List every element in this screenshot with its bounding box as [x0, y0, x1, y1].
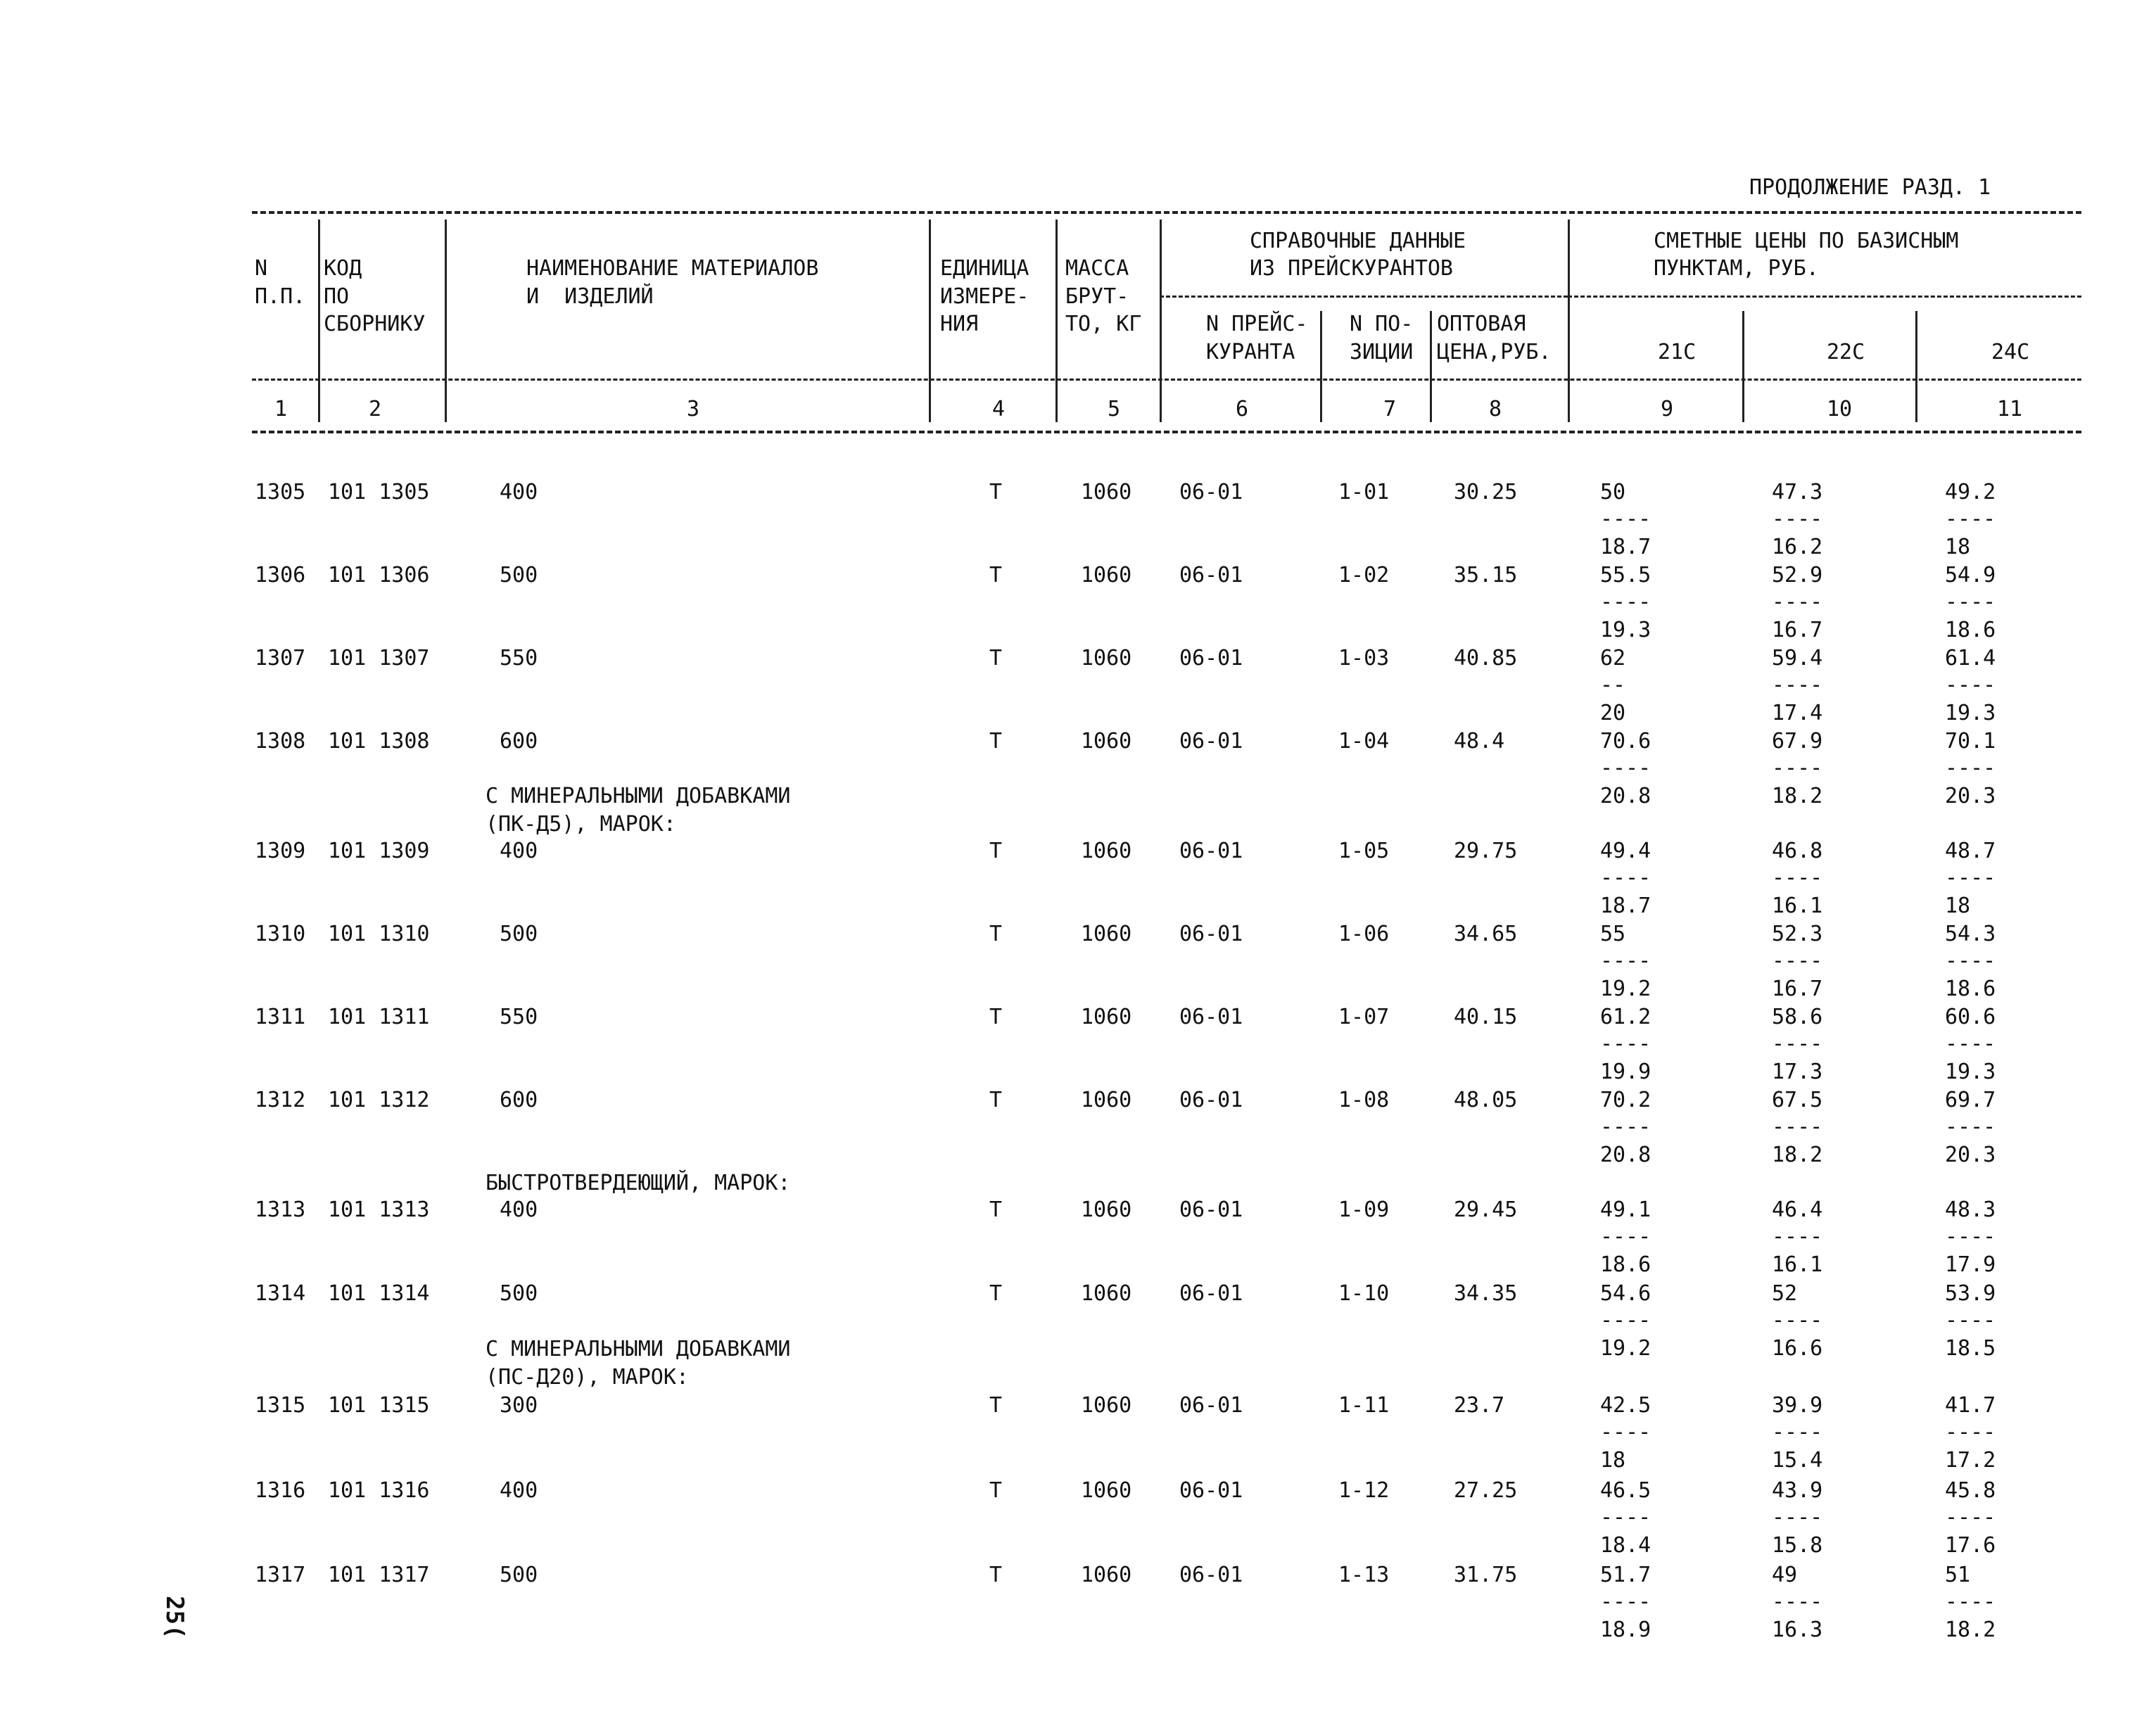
row-dash-22c: ---- — [1772, 507, 1823, 531]
column-number-3: 3 — [687, 397, 700, 421]
row-name: 400 — [500, 1478, 538, 1503]
row-unit: Т — [989, 729, 1003, 754]
header-mass-2: БРУТ- — [1065, 284, 1129, 309]
row-number: 1306 — [255, 563, 306, 587]
row-unit: Т — [989, 646, 1003, 671]
header-subseparator — [1742, 311, 1744, 422]
row-number: 1313 — [255, 1197, 306, 1222]
row-position: 1-12 — [1338, 1478, 1390, 1503]
row-code: 101 1314 — [328, 1281, 430, 1306]
row-wholesale-price: 48.4 — [1454, 729, 1505, 754]
row-dash-21c: ---- — [1600, 1420, 1651, 1444]
row-position: 1-02 — [1338, 563, 1390, 587]
row-pricelist: 06-01 — [1179, 1563, 1243, 1587]
row-wholesale-price: 34.65 — [1454, 922, 1518, 946]
header-code-3: СБОРНИКУ — [324, 312, 426, 336]
row-code: 101 1317 — [328, 1563, 430, 1587]
row-position: 1-04 — [1338, 729, 1390, 754]
header-npp-2: П.П. — [255, 284, 306, 309]
row-lower-22c: 16.2 — [1772, 535, 1823, 559]
row-unit: Т — [989, 563, 1003, 587]
column-number-4: 4 — [992, 397, 1006, 421]
row-lower-21c: 18.9 — [1600, 1618, 1651, 1642]
row-name: 600 — [500, 729, 538, 754]
row-code: 101 1316 — [328, 1478, 430, 1503]
row-lower-21c: 18.7 — [1600, 535, 1651, 559]
group-label: С МИНЕРАЛЬНЫМИ ДОБАВКАМИ — [486, 1337, 791, 1361]
row-pricelist: 06-01 — [1179, 1393, 1243, 1418]
row-price-22c: 52.9 — [1772, 563, 1823, 587]
row-price-21c: 54.6 — [1600, 1281, 1651, 1306]
row-code: 101 1310 — [328, 922, 430, 946]
row-mass: 1060 — [1081, 1563, 1132, 1587]
row-code: 101 1315 — [328, 1393, 430, 1418]
row-position: 1-01 — [1338, 480, 1390, 504]
row-pricelist: 06-01 — [1179, 839, 1243, 863]
row-code: 101 1311 — [328, 1005, 430, 1029]
row-lower-24c: 17.9 — [1945, 1252, 1996, 1277]
row-price-24c: 49.2 — [1945, 480, 1996, 504]
row-mass: 1060 — [1081, 1478, 1132, 1503]
row-lower-22c: 17.3 — [1772, 1060, 1823, 1084]
row-position: 1-05 — [1338, 839, 1390, 863]
header-subseparator — [1915, 311, 1917, 422]
row-price-24c: 48.7 — [1945, 839, 1996, 863]
column-number-7: 7 — [1383, 397, 1397, 421]
header-split-rule-ref — [1160, 296, 1568, 298]
row-dash-24c: ---- — [1945, 1308, 1996, 1333]
row-mass: 1060 — [1081, 1393, 1132, 1418]
row-unit: Т — [989, 480, 1003, 504]
row-position: 1-09 — [1338, 1197, 1390, 1222]
row-unit: Т — [989, 1281, 1003, 1306]
continuation-label: ПРОДОЛЖЕНИЕ РАЗД. 1 — [1749, 175, 1991, 200]
row-dash-21c: ---- — [1600, 948, 1651, 973]
row-price-22c: 67.9 — [1772, 729, 1823, 754]
row-wholesale-price: 40.85 — [1454, 646, 1518, 671]
row-lower-22c: 18.2 — [1772, 784, 1823, 808]
row-price-21c: 55.5 — [1600, 563, 1651, 587]
row-number: 1309 — [255, 839, 306, 863]
row-lower-22c: 17.4 — [1772, 701, 1823, 725]
row-lower-24c: 17.6 — [1945, 1533, 1996, 1558]
row-number: 1312 — [255, 1088, 306, 1112]
row-number: 1305 — [255, 480, 306, 504]
row-unit: Т — [989, 1005, 1003, 1029]
row-dash-21c: ---- — [1600, 1031, 1651, 1056]
row-price-21c: 55 — [1600, 922, 1626, 946]
row-lower-21c: 18.4 — [1600, 1533, 1651, 1558]
row-price-24c: 60.6 — [1945, 1005, 1996, 1029]
header-pk-1: N ПРЕЙС- — [1206, 312, 1308, 336]
row-wholesale-price: 40.15 — [1454, 1005, 1518, 1029]
row-name: 550 — [500, 1005, 538, 1029]
row-pricelist: 06-01 — [1179, 729, 1243, 754]
row-lower-21c: 19.3 — [1600, 618, 1651, 642]
row-price-24c: 41.7 — [1945, 1393, 1996, 1418]
row-dash-24c: ---- — [1945, 1031, 1996, 1056]
row-pricelist: 06-01 — [1179, 1281, 1243, 1306]
row-dash-24c: ---- — [1945, 948, 1996, 973]
header-pos-1: N ПО- — [1350, 312, 1414, 336]
row-lower-21c: 20 — [1600, 701, 1626, 725]
row-number: 1308 — [255, 729, 306, 754]
row-wholesale-price: 34.35 — [1454, 1281, 1518, 1306]
header-top-rule — [252, 211, 2081, 214]
row-price-24c: 48.3 — [1945, 1197, 1996, 1222]
row-name: 500 — [500, 1281, 538, 1306]
header-separator — [1055, 220, 1058, 422]
header-price-1: ОПТОВАЯ — [1437, 312, 1526, 336]
row-mass: 1060 — [1081, 563, 1132, 587]
row-dash-21c: ---- — [1600, 1114, 1651, 1139]
row-lower-24c: 18.6 — [1945, 618, 1996, 642]
row-position: 1-11 — [1338, 1393, 1390, 1418]
row-dash-21c: ---- — [1600, 1589, 1651, 1614]
row-mass: 1060 — [1081, 480, 1132, 504]
row-dash-22c: ---- — [1772, 1114, 1823, 1139]
row-name: 500 — [500, 563, 538, 587]
row-wholesale-price: 29.75 — [1454, 839, 1518, 863]
row-lower-21c: 18.7 — [1600, 894, 1651, 918]
row-price-21c: 70.2 — [1600, 1088, 1651, 1112]
row-mass: 1060 — [1081, 646, 1132, 671]
header-p21: 21С — [1658, 340, 1697, 364]
row-lower-22c: 16.6 — [1772, 1336, 1823, 1361]
row-position: 1-03 — [1338, 646, 1390, 671]
row-price-22c: 46.8 — [1772, 839, 1823, 863]
row-price-22c: 46.4 — [1772, 1197, 1823, 1222]
header-prices-group-1: СМЕТНЫЕ ЦЕНЫ ПО БАЗИСНЫМ — [1654, 229, 1959, 253]
row-lower-24c: 18.5 — [1945, 1336, 1996, 1361]
column-number-1: 1 — [274, 397, 288, 421]
row-pricelist: 06-01 — [1179, 1197, 1243, 1222]
row-mass: 1060 — [1081, 1005, 1132, 1029]
row-pricelist: 06-01 — [1179, 1088, 1243, 1112]
row-unit: Т — [989, 1478, 1003, 1503]
row-price-22c: 43.9 — [1772, 1478, 1823, 1503]
header-pos-2: ЗИЦИИ — [1350, 340, 1414, 364]
row-dash-21c: ---- — [1600, 756, 1651, 780]
row-lower-24c: 19.3 — [1945, 701, 1996, 725]
row-lower-24c: 19.3 — [1945, 1060, 1996, 1084]
column-number-8: 8 — [1489, 397, 1502, 421]
header-subseparator — [1320, 311, 1322, 422]
row-dash-22c: ---- — [1772, 1420, 1823, 1444]
row-number: 1316 — [255, 1478, 306, 1503]
row-dash-24c: ---- — [1945, 1505, 1996, 1530]
row-unit: Т — [989, 839, 1003, 863]
row-wholesale-price: 35.15 — [1454, 563, 1518, 587]
column-number-6: 6 — [1236, 397, 1249, 421]
row-dash-22c: ---- — [1772, 1589, 1823, 1614]
column-number-2: 2 — [369, 397, 382, 421]
row-lower-22c: 15.8 — [1772, 1533, 1823, 1558]
row-mass: 1060 — [1081, 1281, 1132, 1306]
row-price-21c: 46.5 — [1600, 1478, 1651, 1503]
row-pricelist: 06-01 — [1179, 480, 1243, 504]
header-unit-1: ЕДИНИЦА — [940, 256, 1029, 281]
row-position: 1-06 — [1338, 922, 1390, 946]
header-mass-3: ТО, КГ — [1065, 312, 1142, 336]
row-dash-22c: ---- — [1772, 1031, 1823, 1056]
row-code: 101 1308 — [328, 729, 430, 754]
header-pk-2: КУРАНТА — [1206, 340, 1295, 364]
group-label: (ПС-Д20), МАРОК: — [486, 1365, 689, 1390]
row-wholesale-price: 31.75 — [1454, 1563, 1518, 1587]
row-price-24c: 70.1 — [1945, 729, 1996, 754]
row-code: 101 1309 — [328, 839, 430, 863]
row-dash-22c: ---- — [1772, 590, 1823, 614]
row-price-21c: 42.5 — [1600, 1393, 1651, 1418]
row-position: 1-07 — [1338, 1005, 1390, 1029]
row-code: 101 1312 — [328, 1088, 430, 1112]
row-wholesale-price: 23.7 — [1454, 1393, 1505, 1418]
header-separator — [1568, 220, 1570, 422]
row-price-22c: 52.3 — [1772, 922, 1823, 946]
row-price-21c: 62 — [1600, 646, 1626, 671]
row-price-21c: 50 — [1600, 480, 1626, 504]
row-name: 400 — [500, 480, 538, 504]
row-dash-21c: ---- — [1600, 1505, 1651, 1530]
row-position: 1-10 — [1338, 1281, 1390, 1306]
row-dash-21c: -- — [1600, 673, 1626, 697]
row-price-21c: 61.2 — [1600, 1005, 1651, 1029]
row-mass: 1060 — [1081, 729, 1132, 754]
row-lower-22c: 16.7 — [1772, 977, 1823, 1001]
header-separator — [318, 220, 320, 422]
row-price-22c: 59.4 — [1772, 646, 1823, 671]
row-code: 101 1306 — [328, 563, 430, 587]
row-price-21c: 70.6 — [1600, 729, 1651, 754]
row-pricelist: 06-01 — [1179, 922, 1243, 946]
row-pricelist: 06-01 — [1179, 1478, 1243, 1503]
row-lower-24c: 18 — [1945, 894, 1971, 918]
row-number: 1315 — [255, 1393, 306, 1418]
row-position: 1-08 — [1338, 1088, 1390, 1112]
row-price-24c: 53.9 — [1945, 1281, 1996, 1306]
column-number-10: 10 — [1827, 397, 1853, 421]
row-lower-24c: 18.2 — [1945, 1618, 1996, 1642]
row-price-22c: 47.3 — [1772, 480, 1823, 504]
row-dash-22c: ---- — [1772, 1308, 1823, 1333]
header-name-1: НАИМЕНОВАНИЕ МАТЕРИАЛОВ — [526, 256, 819, 281]
header-separator — [1160, 220, 1162, 422]
row-lower-24c: 17.2 — [1945, 1448, 1996, 1473]
header-name-2: И ИЗДЕЛИЙ — [526, 284, 654, 309]
row-lower-22c: 18.2 — [1772, 1143, 1823, 1167]
row-dash-21c: ---- — [1600, 590, 1651, 614]
header-unit-3: НИЯ — [940, 312, 979, 336]
row-lower-21c: 19.2 — [1600, 1336, 1651, 1361]
row-price-21c: 49.4 — [1600, 839, 1651, 863]
row-dash-22c: ---- — [1772, 1224, 1823, 1249]
row-lower-22c: 15.4 — [1772, 1448, 1823, 1473]
row-price-21c: 49.1 — [1600, 1197, 1651, 1222]
group-label: БЫСТРОТВЕРДЕЮЩИЙ, МАРОК: — [486, 1171, 791, 1195]
row-position: 1-13 — [1338, 1563, 1390, 1587]
header-npp-1: N — [255, 256, 268, 281]
row-dash-22c: ---- — [1772, 865, 1823, 890]
row-lower-21c: 18.6 — [1600, 1252, 1651, 1277]
header-ref-group-2: ИЗ ПРЕЙСКУРАНТОВ — [1250, 256, 1453, 281]
row-dash-22c: ---- — [1772, 756, 1823, 780]
row-pricelist: 06-01 — [1179, 646, 1243, 671]
row-dash-21c: ---- — [1600, 1224, 1651, 1249]
header-ref-group-1: СПРАВОЧНЫЕ ДАННЫЕ — [1250, 229, 1466, 253]
row-dash-22c: ---- — [1772, 1505, 1823, 1530]
header-p24: 24С — [1991, 340, 2030, 364]
row-unit: Т — [989, 1563, 1003, 1587]
row-dash-24c: ---- — [1945, 507, 1996, 531]
header-bottom-rule — [252, 379, 2081, 381]
header-separator — [929, 220, 931, 422]
column-number-11: 11 — [1997, 397, 2023, 421]
row-dash-24c: ---- — [1945, 1224, 1996, 1249]
group-label: С МИНЕРАЛЬНЫМИ ДОБАВКАМИ — [486, 784, 791, 808]
row-dash-21c: ---- — [1600, 865, 1651, 890]
header-unit-2: ИЗМЕРЕ- — [940, 284, 1029, 309]
row-mass: 1060 — [1081, 1088, 1132, 1112]
row-price-24c: 51 — [1945, 1563, 1971, 1587]
row-lower-22c: 16.1 — [1772, 894, 1823, 918]
row-code: 101 1313 — [328, 1197, 430, 1222]
row-name: 600 — [500, 1088, 538, 1112]
row-name: 300 — [500, 1393, 538, 1418]
row-dash-22c: ---- — [1772, 673, 1823, 697]
row-price-24c: 54.3 — [1945, 922, 1996, 946]
row-dash-24c: ---- — [1945, 1420, 1996, 1444]
row-mass: 1060 — [1081, 1197, 1132, 1222]
row-dash-24c: ---- — [1945, 1114, 1996, 1139]
row-name: 500 — [500, 922, 538, 946]
row-wholesale-price: 27.25 — [1454, 1478, 1518, 1503]
row-dash-21c: ---- — [1600, 507, 1651, 531]
row-price-22c: 67.5 — [1772, 1088, 1823, 1112]
row-code: 101 1305 — [328, 480, 430, 504]
row-price-24c: 69.7 — [1945, 1088, 1996, 1112]
row-lower-24c: 18.6 — [1945, 977, 1996, 1001]
header-prices-group-2: ПУНКТАМ, РУБ. — [1654, 256, 1819, 281]
row-lower-24c: 18 — [1945, 535, 1971, 559]
row-price-21c: 51.7 — [1600, 1563, 1651, 1587]
row-price-24c: 54.9 — [1945, 563, 1996, 587]
row-lower-21c: 20.8 — [1600, 784, 1651, 808]
group-label: (ПК-Д5), МАРОК: — [486, 812, 676, 837]
row-lower-21c: 20.8 — [1600, 1143, 1651, 1167]
row-name: 400 — [500, 1197, 538, 1222]
row-wholesale-price: 48.05 — [1454, 1088, 1518, 1112]
row-lower-21c: 18 — [1600, 1448, 1626, 1473]
row-wholesale-price: 30.25 — [1454, 480, 1518, 504]
row-lower-22c: 16.3 — [1772, 1618, 1823, 1642]
header-separator — [445, 220, 447, 422]
header-number-rule — [252, 431, 2081, 433]
row-unit: Т — [989, 922, 1003, 946]
row-dash-24c: ---- — [1945, 756, 1996, 780]
row-dash-24c: ---- — [1945, 590, 1996, 614]
row-unit: Т — [989, 1088, 1003, 1112]
row-dash-24c: ---- — [1945, 865, 1996, 890]
column-number-9: 9 — [1661, 397, 1674, 421]
row-code: 101 1307 — [328, 646, 430, 671]
row-lower-22c: 16.7 — [1772, 618, 1823, 642]
row-lower-24c: 20.3 — [1945, 1143, 1996, 1167]
row-pricelist: 06-01 — [1179, 1005, 1243, 1029]
row-number: 1317 — [255, 1563, 306, 1587]
row-wholesale-price: 29.45 — [1454, 1197, 1518, 1222]
row-price-22c: 52 — [1772, 1281, 1798, 1306]
row-price-24c: 45.8 — [1945, 1478, 1996, 1503]
row-price-24c: 61.4 — [1945, 646, 1996, 671]
row-dash-21c: ---- — [1600, 1308, 1651, 1333]
header-subseparator — [1430, 311, 1432, 422]
page-number: 25( — [160, 1596, 189, 1639]
header-code-2: ПО — [324, 284, 350, 309]
row-lower-22c: 16.1 — [1772, 1252, 1823, 1277]
row-price-22c: 39.9 — [1772, 1393, 1823, 1418]
row-lower-24c: 20.3 — [1945, 784, 1996, 808]
row-price-22c: 49 — [1772, 1563, 1798, 1587]
row-pricelist: 06-01 — [1179, 563, 1243, 587]
row-mass: 1060 — [1081, 839, 1132, 863]
row-name: 550 — [500, 646, 538, 671]
row-lower-21c: 19.9 — [1600, 1060, 1651, 1084]
row-dash-24c: ---- — [1945, 673, 1996, 697]
row-mass: 1060 — [1081, 922, 1132, 946]
header-p22: 22С — [1827, 340, 1865, 364]
row-number: 1314 — [255, 1281, 306, 1306]
header-code-1: КОД — [324, 256, 362, 281]
row-dash-22c: ---- — [1772, 948, 1823, 973]
column-number-5: 5 — [1108, 397, 1121, 421]
row-number: 1307 — [255, 646, 306, 671]
header-mass-1: МАССА — [1065, 256, 1129, 281]
row-price-22c: 58.6 — [1772, 1005, 1823, 1029]
row-unit: Т — [989, 1393, 1003, 1418]
header-split-rule-prices — [1568, 296, 2081, 298]
row-number: 1310 — [255, 922, 306, 946]
row-dash-24c: ---- — [1945, 1589, 1996, 1614]
header-price-2: ЦЕНА,РУБ. — [1437, 340, 1552, 364]
row-name: 400 — [500, 839, 538, 863]
row-unit: Т — [989, 1197, 1003, 1222]
row-name: 500 — [500, 1563, 538, 1587]
row-number: 1311 — [255, 1005, 306, 1029]
row-lower-21c: 19.2 — [1600, 977, 1651, 1001]
